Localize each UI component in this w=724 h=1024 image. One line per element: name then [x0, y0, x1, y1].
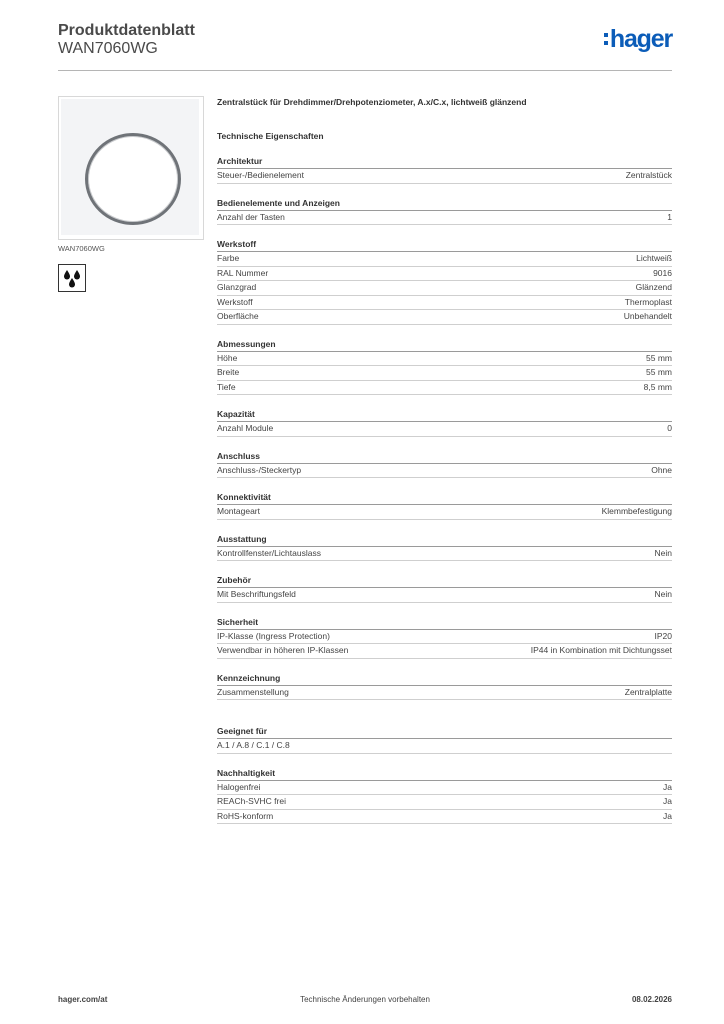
property-section — [217, 616, 672, 659]
property-row — [217, 169, 672, 184]
property-row — [217, 630, 672, 645]
dimmer-knob — [85, 133, 181, 225]
section-title: Sicherheit — [217, 616, 672, 630]
property-row — [217, 211, 672, 226]
property-row — [217, 310, 672, 325]
property-value: Klemmbefestigung — [601, 506, 672, 516]
property-value: IP20 — [654, 630, 672, 641]
property-section — [217, 155, 672, 184]
property-label: IP-Klasse (Ingress Protection) — [217, 630, 330, 641]
property-row — [217, 381, 672, 396]
property-row — [217, 267, 672, 282]
property-label: Glanzgrad — [217, 282, 257, 292]
property-label: Farbe — [217, 253, 240, 263]
property-value: 55 mm — [646, 352, 672, 363]
property-value: Glänzend — [635, 282, 672, 292]
property-value: Unbehandelt — [623, 311, 672, 321]
property-row — [217, 810, 672, 825]
tech-properties-heading: Technische Eigenschaften — [217, 131, 324, 141]
property-value: 8,5 mm — [643, 381, 672, 392]
property-section — [217, 238, 672, 325]
property-value: Ja — [663, 810, 672, 821]
article-number: WAN7060WG — [58, 40, 158, 57]
section-title: Konnektivität — [217, 491, 672, 505]
property-section — [217, 725, 672, 754]
property-value: Ja — [663, 781, 672, 792]
page-header — [58, 20, 672, 71]
product-image — [58, 96, 204, 240]
section-title: Ausstattung — [217, 533, 672, 547]
section-title: Kapazität — [217, 408, 672, 422]
document-title: Produktdatenblatt — [58, 22, 195, 39]
section-title: Bedienelemente und Anzeigen — [217, 197, 672, 211]
property-section — [217, 408, 672, 437]
property-label: Anzahl Module — [217, 423, 274, 433]
property-label: Halogenfrei — [217, 781, 261, 792]
section-title: Abmessungen — [217, 338, 672, 352]
image-caption: WAN7060WG — [58, 244, 105, 253]
property-label: REACh-SVHC frei — [217, 796, 286, 806]
section-title: Architektur — [217, 155, 672, 169]
property-row — [217, 252, 672, 267]
property-value: Ja — [663, 796, 672, 806]
property-label: Montageart — [217, 506, 260, 516]
property-value: Zentralplatte — [624, 686, 672, 697]
footer-disclaimer: Technische Änderungen vorbehalten — [300, 995, 430, 1004]
property-section — [217, 672, 672, 701]
property-value: Nein — [654, 547, 672, 558]
property-value: 1 — [667, 211, 672, 222]
property-label: Mit Beschriftungsfeld — [217, 589, 296, 599]
section-title: Nachhaltigkeit — [217, 767, 672, 781]
property-label: RoHS-konform — [217, 810, 274, 821]
property-section — [217, 574, 672, 603]
property-value: Lichtweiß — [636, 253, 672, 263]
property-label: Tiefe — [217, 381, 236, 392]
property-row — [217, 739, 672, 754]
property-value: Nein — [654, 589, 672, 599]
property-row — [217, 352, 672, 367]
property-row — [217, 686, 672, 701]
property-row — [217, 366, 672, 381]
property-row — [217, 588, 672, 603]
section-title: Werkstoff — [217, 238, 672, 252]
property-label: Zusammenstellung — [217, 686, 289, 697]
hager-logo — [604, 26, 672, 52]
property-value: Zentralstück — [625, 170, 672, 180]
property-row — [217, 422, 672, 437]
property-label: Oberfläche — [217, 311, 259, 321]
property-row — [217, 795, 672, 810]
property-section — [217, 533, 672, 562]
property-row — [217, 781, 672, 796]
property-label: Höhe — [217, 352, 238, 363]
product-plate — [61, 99, 199, 235]
property-section — [217, 338, 672, 396]
product-details — [217, 96, 672, 824]
property-value: Ohne — [651, 464, 672, 475]
property-value: IP44 in Kombination mit Dichtungsset — [530, 645, 672, 655]
property-label: Werkstoff — [217, 296, 253, 307]
property-label: Kontrollfenster/Lichtauslass — [217, 547, 321, 558]
property-section — [217, 767, 672, 825]
property-label: Breite — [217, 367, 240, 377]
property-value: 9016 — [653, 267, 672, 278]
product-description: Zentralstück für Drehdimmer/Drehpotenziometer, A.x/C.x, lichtweiß glänzend — [217, 97, 527, 107]
logo-dots — [604, 33, 608, 45]
section-title: Kennzeichnung — [217, 672, 672, 686]
water-drops-icon — [58, 264, 86, 292]
property-row — [217, 464, 672, 479]
property-section — [217, 450, 672, 479]
property-row — [217, 547, 672, 562]
footer-date: 08.02.2026 — [631, 995, 672, 1004]
section-title: Anschluss — [217, 450, 672, 464]
property-value: 0 — [667, 423, 672, 433]
section-title: Zubehör — [217, 574, 672, 588]
property-section — [217, 491, 672, 520]
logo-text: hager — [609, 25, 672, 53]
property-label: RAL Nummer — [217, 267, 269, 278]
property-row — [217, 296, 672, 311]
property-value: 55 mm — [646, 367, 672, 377]
footer-website: hager.com/at — [58, 995, 108, 1004]
property-row — [217, 281, 672, 296]
property-row — [217, 505, 672, 520]
property-value: Thermoplast — [624, 296, 672, 307]
property-sections — [217, 155, 672, 824]
section-title: Geeignet für — [217, 725, 672, 739]
property-label: Anschluss-/Steckertyp — [217, 464, 302, 475]
property-label: Anzahl der Tasten — [217, 211, 285, 222]
property-label: A.1 / A.8 / C.1 / C.8 — [217, 740, 290, 750]
property-section — [217, 197, 672, 226]
property-row — [217, 644, 672, 659]
property-label: Steuer-/Bedienelement — [217, 170, 304, 180]
property-label: Verwendbar in höheren IP-Klassen — [217, 645, 349, 655]
